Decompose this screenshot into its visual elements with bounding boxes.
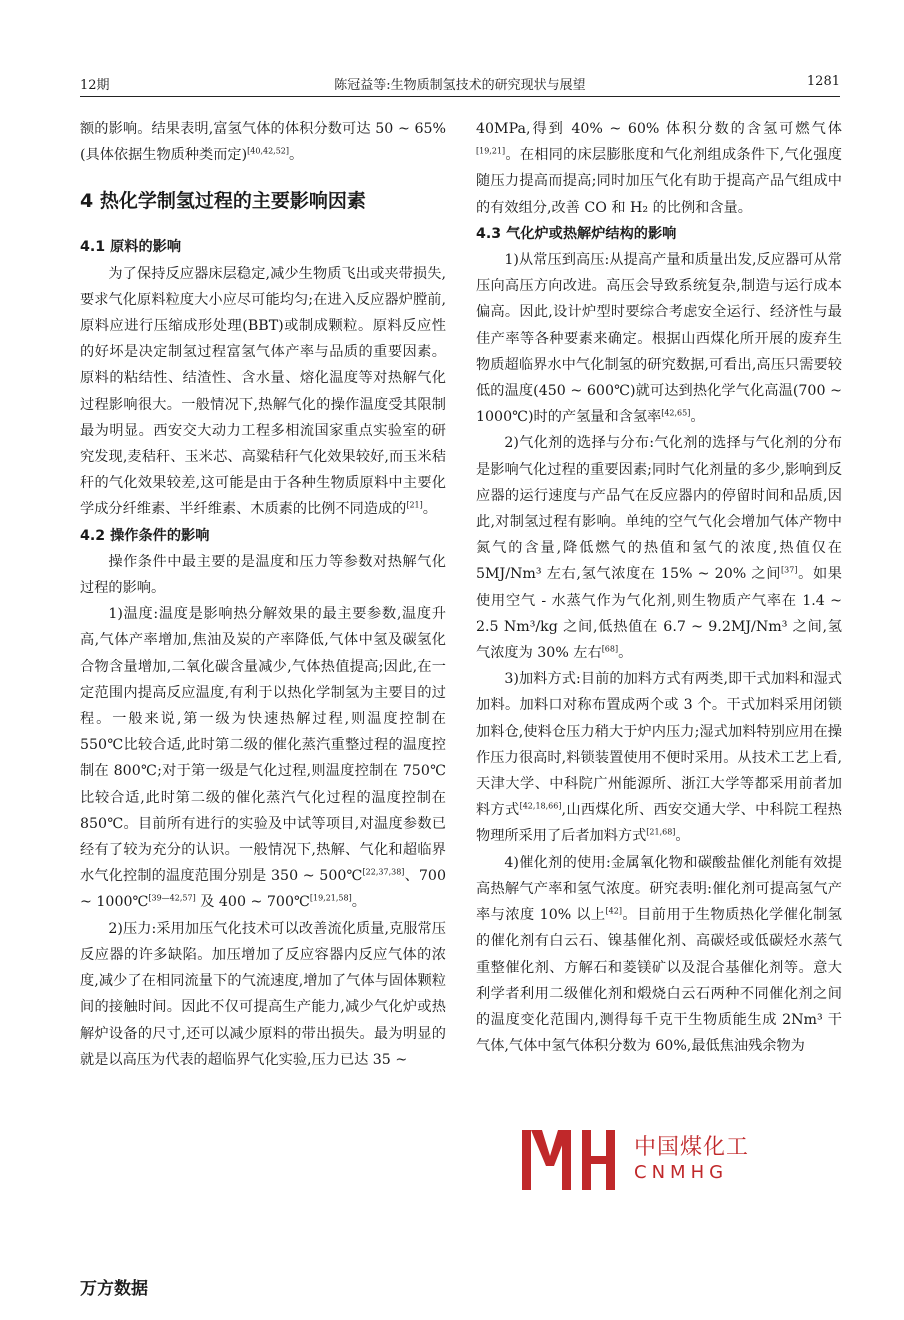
- running-title: 陈冠益等:生物质制氢技术的研究现状与展望: [334, 78, 586, 93]
- subsection-heading-4-1: 4.1 原料的影响: [80, 239, 182, 256]
- paragraph: 2)气化剂的选择与分布:气化剂的选择与气化剂的分布是影响气化过程的重要因素;同时气化剂量的多少,影响到反应器的运行速度与产品气在反应器内的停留时间和品质,因此,对制氢过程有影响。单纯的空气气化会增加气体产物中氮气的含量,降低燃气的热值和氢气的浓度,热值仅在 5MJ/Nm³ 左右,氢气浓度在 15% ~ 20% 之间[37]。如果使用空气 - 水蒸气作为气化剂,则生物质产气率在 1.4 ~ 2.5 Nm³/kg 之间,低热值在 6.7 ~ 9.2MJ/Nm³ 之间,氢气浓度为 30% 左右[68]。: [476, 435, 842, 662]
- paragraph: 操作条件中最主要的是温度和压力等参数对热解气化过程的影响。: [80, 553, 446, 597]
- watermark-cn-text: 中国煤化工: [634, 1135, 750, 1160]
- section-heading-4: 4 热化学制氢过程的主要影响因素: [80, 190, 366, 213]
- footer-source: 万方数据: [80, 1279, 148, 1299]
- paragraph: 额的影响。结果表明,富氢气体的体积分数可达 50 ~ 65%(具体依据生物质种类而定)[40,42,52]。: [80, 121, 446, 164]
- watermark-logo-icon: [520, 1126, 616, 1194]
- page-number: 1281: [806, 74, 840, 89]
- paragraph: 4)催化剂的使用:金属氧化物和碳酸盐催化剂能有效提高热解气产率和氢气浓度。研究表明:催化剂可提高氢气产率与浓度 10% 以上[42]。目前用于生物质热化学催化制氢的催化剂有白云石、镍基催化剂、高碳烃或低碳烃水蒸气重整催化剂、方解石和菱镁矿以及混合基催化剂等。意大利学者利用二级催化剂和煅烧白云石两种不同催化剂之间的温度变化范围内,测得每千克干生物质能生成 2Nm³ 干气体,气体中氢气体积分数为 60%,最低焦油残余物为: [476, 854, 842, 1055]
- paragraph: 40MPa,得到 40% ~ 60% 体积分数的含氢可燃气体[19,21]。在相同的床层膨胀度和气化剂组成条件下,气化强度随压力提高而提高;同时加压气化有助于提高产品气组成中的有效组分,改善 CO 和 H₂ 的比例和含量。: [476, 121, 842, 216]
- watermark: [500, 1126, 900, 1196]
- issue-number: 12期: [80, 78, 110, 93]
- running-header: [80, 70, 840, 97]
- right-column: [476, 116, 842, 1059]
- watermark-en-text: CNMHG: [634, 1162, 729, 1183]
- paragraph: 2)压力:采用加压气化技术可以改善流化质量,克服常压反应器的许多缺陷。加压增加了反应容器内反应气体的浓度,减少了在相同流量下的气流速度,增加了气体与固体颗粒间的接触时间。因此不仅可提高生产能力,减少气化炉或热解炉设备的尺寸,还可以减少原料的带出损失。最为明显的就是以高压为代表的超临界气化实验,压力已达 35 ~: [80, 920, 446, 1068]
- left-column: [80, 116, 446, 1073]
- paragraph: 3)加料方式:目前的加料方式有两类,即干式加料和湿式加料。加料口对称布置成两个或 3 个。干式加料采用闭锁加料仓,使料仓压力稍大于炉内压力;湿式加料特别应用在操作压力很高时,料锁装置使用不便时采用。从技术工艺上看,天津大学、中科院广州能源所、浙江大学等都采用前者加料方式[42,18,66],山西煤化所、西安交通大学、中科院工程热物理所采用了后者加料方式[21,68]。: [476, 671, 842, 845]
- subsection-heading-4-3: 4.3 气化炉或热解炉结构的影响: [476, 225, 677, 242]
- paragraph: 1)温度:温度是影响热分解效果的最主要参数,温度升高,气体产率增加,焦油及炭的产率降低,气体中氢及碳氢化合物含量增加,二氧化碳含量减少,气体热值提高;因此,在一定范围内提高反应温度,有利于以热化学制氢为主要目的过程。一般来说,第一级为快速热解过程,则温度控制在 550℃比较合适,此时第二级的催化蒸汽重整过程的温度控制在 800℃;对于第一级是气化过程,则温度控制在 750℃比较合适,此时第二级的催化蒸汽气化过程的温度控制在 850℃。目前所有进行的实验及中试等项目,对温度参数已经有了较为充分的认识。一般情况下,热解、气化和超临界水气化控制的温度范围分别是 350 ~ 500℃[22,37,38]、700 ~ 1000℃[39—42,57] 及 400 ~ 700℃[19,21,58]。: [80, 606, 446, 911]
- paragraph: 为了保持反应器床层稳定,减少生物质飞出或夹带损失,要求气化原料粒度大小应尽可能均匀;在进入反应器炉膛前,原料应进行压缩成形处理(BBT)或制成颗粒。原料反应性的好坏是决定制氢过程富氢气体产率与品质的重要因素。原料的粘结性、结渣性、含水量、熔化温度等对热解气化过程影响很大。一般情况下,热解气化的操作温度受其限制最为明显。西安交大动力工程多相流国家重点实验室的研究发现,麦秸秆、玉米芯、高粱秸秆气化效果较好,而玉米秸秆的气化效果较差,这可能是由于各种生物质原料中主要化学成分纤维素、半纤维素、木质素的比例不同造成的[21]。: [80, 265, 446, 518]
- paragraph: 1)从常压到高压:从提高产量和质量出发,反应器可从常压向高压方向改进。高压会导致系统复杂,制造与运行成本偏高。因此,设计炉型时要综合考虑安全运行、经济性与最佳产率等各种要素来确定。根据山西煤化所开展的废弃生物质超临界水中气化制氢的研究数据,可看出,高压只需要较低的温度(450 ~ 600℃)就可达到热化学气化高温(700 ~ 1000℃)时的产氢量和含氢率[42,65]。: [476, 252, 842, 426]
- subsection-heading-4-2: 4.2 操作条件的影响: [80, 527, 210, 544]
